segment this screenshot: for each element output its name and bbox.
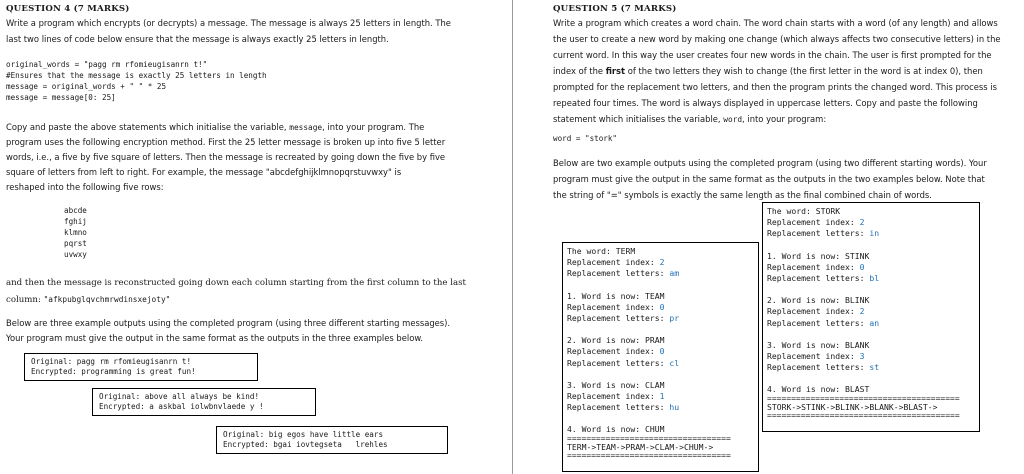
q5-line-2: the user to create a new word by making one change (which always affects two consecutive letters) in the [553,34,1001,44]
q5-out1-word-now: 2. Word is now: PRAM [567,335,665,346]
q5-var-word: word [723,115,743,124]
q4-grid-row: klmno [64,228,87,237]
q5-out1-word-now: 3. Word is now: CLAM [567,379,665,390]
q5-out2-index-input: 2 [859,217,865,228]
q4-paragraph-4: square of letters from left to right. For example, the message "abcdefghijklmnopqrstuvwxy" is [6,167,402,177]
q5-out1-step: Replacement index: 2 Replacement letters: am 1. Word is now: TEAM [567,257,754,302]
q5-out2-word-now: 2. Word is now: BLINK [767,295,870,306]
q5-out2-index-input: 2 [859,306,865,317]
q4-ex1-encrypted: Encrypted: programming is great fun! [31,366,196,376]
q5-out2-step: Replacement index: 0 Replacement letters: bl 2. Word is now: BLINK [767,262,975,307]
q5-line-1: Write a program which creates a word chain. The word chain starts with a word (of any length) and allows [553,18,998,28]
q5-out2-word-now: 3. Word is now: BLANK [767,339,870,350]
q4-paragraph-5: reshaped into the following five rows: [6,182,164,192]
q5-out2-index-input: 0 [859,261,865,272]
q5-out1-letters-input: hu [669,402,680,413]
q5-example-output-2 [762,202,980,432]
q5-out1-word-now: 1. Word is now: TEAM [567,290,665,301]
q5-line-5: prompted for the replacement two letters, and then the program prints the changed word. This process is [553,82,998,92]
q4-ex2-original: Original: above all always be kind! [99,392,260,401]
q4-grid-row: pqrst [64,239,87,248]
q5-out1-index-input: 2 [659,257,665,268]
q4-grid-row: abcde [64,206,87,215]
q5-out2-step: Replacement index: 2 Replacement letters: an 3. Word is now: BLANK [767,306,975,351]
q5-example-output-1 [562,242,759,472]
q4-serif-line-1: and then the message is reconstructed going down each column starting from the first column to the last [6,278,466,288]
q5-out1-letters-input: cl [669,357,680,368]
q4-ex3-original: Original: big egos have little ears [223,430,384,439]
q4-example-output-2 [92,388,316,416]
q5-out2-separator-bottom: ======================================== [767,412,960,419]
q4-ex1-original: Original: pagg rm rfomieugisanrn t! [31,357,192,366]
q5-out2-letters-input: in [869,228,880,239]
q5-out2-word-now: 1. Word is now: STINK [767,250,870,261]
q4-reconstructed-string: "afkpubglqvchmrwdinsxejoty" [43,295,171,304]
q5-line-7: statement which initialises the variable, word, into your program: [553,114,827,124]
q5-out2-step: Replacement index: 3 Replacement letters: st 4. Word is now: BLAST [767,351,975,396]
q4-code-line-4: message = message[0: 25] [6,93,116,102]
q4-code-line-2: #Ensures that the message is exactly 25 letters in length [6,71,267,80]
q5-out2-index-input: 3 [859,351,865,362]
q5-out1-separator-bottom: ================================== [567,452,731,459]
q5-out1-separator-top: ================================== [567,435,731,442]
q4-paragraph-2: program uses the following encryption method. First the 25 letter message is broken up into five 5 letter [6,137,446,147]
q5-out2-letters-input: st [869,362,880,373]
q4-code-line-1: original_words = "pagg rm rfomieugisanrn t!" [6,60,208,69]
q5-first-emphasis: first [605,66,626,76]
q5-line-6: repeated four times. The word is always displayed in uppercase letters. Copy and paste the following [553,98,978,108]
q5-out1-index-input: 1 [659,391,665,402]
q4-intro-1: Write a program which encrypts (or decrypts) a message. The message is always 25 letters in length. The [6,18,451,28]
q4-example-output-3 [216,426,448,454]
q5-out1-step: Replacement index: 0 Replacement letters: pr 2. Word is now: PRAM [567,302,754,347]
q4-var-message: message [289,123,323,132]
q4-ex3-encrypted: Encrypted: bgai iovtegseta lrehles [223,439,388,449]
q4-examples-intro-2: Your program must give the output in the same format as the outputs in the three examples below. [6,333,424,343]
q4-paragraph-1: Copy and paste the above statements which initialise the variable, message, into your program. The [6,122,425,132]
q4-ex2-encrypted: Encrypted: a askbal iolwbnvlaede y ! [99,401,264,411]
q5-out2-letters-input: bl [869,273,880,284]
q5-out2-chain: STORK->STINK->BLINK->BLANK->BLAST-> [767,401,938,412]
q5-title: QUESTION 5 (7 MARKS) [553,4,677,14]
q5-below-1: Below are two example outputs using the completed program (using two different starting words). Your [553,158,987,168]
q4-serif-line-2: column: "afkpubglqvchmrwdinsxejoty" [6,295,171,305]
q5-out1-word-now: 4. Word is now: CHUM [567,424,665,435]
q5-out2-letters-input: an [869,317,880,328]
q5-out2-word-now: 4. Word is now: BLAST [767,384,870,395]
q5-line-4: index of the first of the two letters they wish to change (the first letter in the word is at index 0), then [553,66,983,76]
q5-out1-index-input: 0 [659,346,665,357]
q5-out2-separator-top: ======================================== [767,395,960,402]
q5-out1-chain: TERM->TEAM->PRAM->CLAM->CHUM-> [567,441,714,452]
q5-out1-index-input: 0 [659,301,665,312]
q5-below-2: program must give the output in the same format as the outputs in the two examples below. Note that [553,174,985,184]
q4-grid-row: uvwxy [64,250,87,259]
q4-grid-row: fghij [64,217,87,226]
q4-title: QUESTION 4 (7 MARKS) [6,4,130,14]
q5-code-line: word = "stork" [553,134,618,143]
q4-paragraph-3: words, i.e., a five by five square of letters. Then the message is recreated by going down the five by five [6,152,446,162]
q5-out1-letters-input: pr [669,313,680,324]
column-divider [512,0,513,474]
q4-examples-intro-1: Below are three example outputs using the completed program (using three different starting messages). [6,318,451,328]
q5-out1-letters-input: am [669,268,680,279]
q5-below-3: the string of "=" symbols is exactly the same length as the final combined chain of words. [553,190,932,200]
q4-example-output-1 [24,353,258,381]
q4-intro-2: last two lines of code below ensure that the message is always exactly 25 letters in length. [6,34,389,44]
q5-out2-start-word: The word: STORK [767,206,841,216]
q5-out2-step: Replacement index: 2 Replacement letters: in 1. Word is now: STINK [767,217,975,262]
q5-out1-start-word: The word: TERM [567,246,636,256]
q5-line-3: current word. In this way the user creates four new words in the chain. The user is first prompted for the [553,50,992,60]
q5-out1-step: Replacement index: 1 Replacement letters: hu 4. Word is now: CHUM [567,391,754,436]
q5-out1-step: Replacement index: 0 Replacement letters: cl 3. Word is now: CLAM [567,346,754,391]
q4-code-line-3: message = original_words + " " * 25 [6,82,167,91]
